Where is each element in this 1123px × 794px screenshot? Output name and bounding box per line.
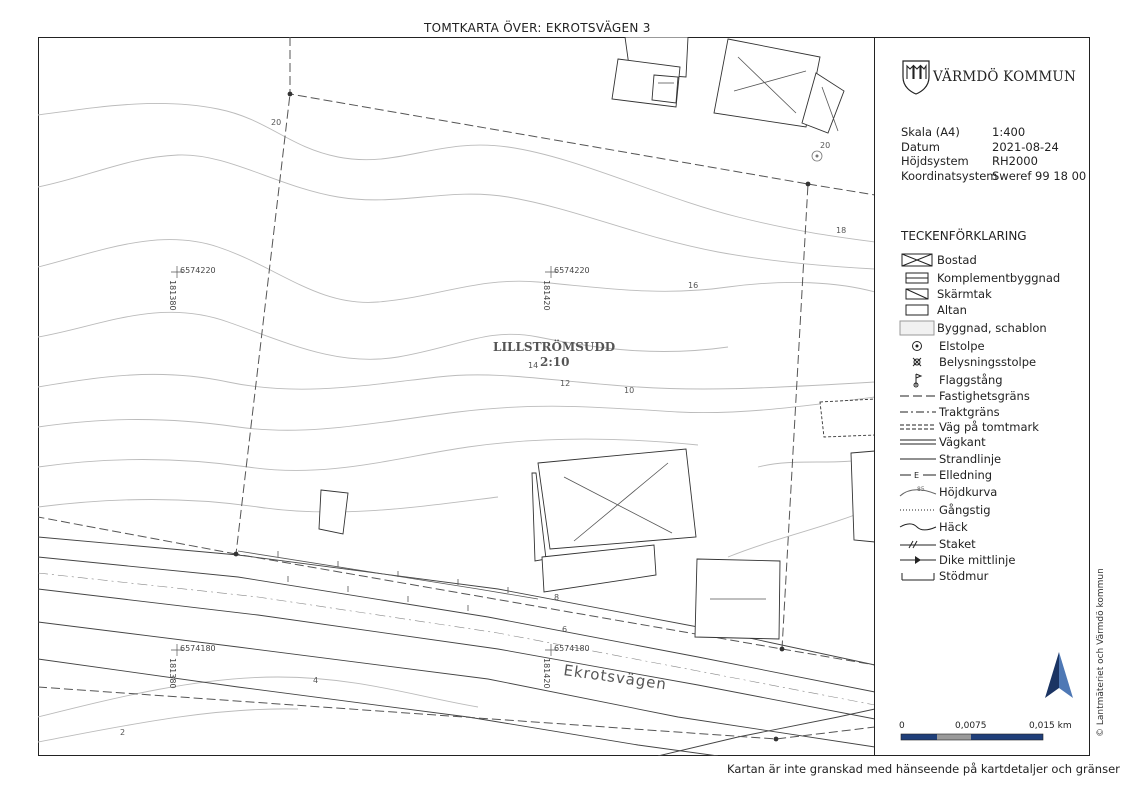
contour-label: 12 bbox=[560, 379, 571, 388]
legend-item bbox=[899, 434, 1089, 450]
copyright-credit: © Lantmäteriet och Värmdö kommun bbox=[1096, 568, 1106, 737]
legend-item bbox=[899, 372, 1089, 388]
vag-pa-tomtmark-icon bbox=[899, 419, 937, 435]
dike-mittlinje-icon bbox=[899, 552, 937, 568]
grid-north-label: 6574220 bbox=[554, 266, 590, 275]
legend-label: Skärmtak bbox=[937, 287, 992, 301]
contour-label: 4 bbox=[313, 676, 319, 685]
scale-label: 0,0075 bbox=[955, 721, 987, 731]
info-label: Skala (A4) bbox=[901, 125, 960, 139]
legend-label: Flaggstång bbox=[939, 373, 1003, 387]
altan-icon bbox=[899, 302, 937, 318]
hojdkurva-icon bbox=[899, 484, 937, 500]
legend-item bbox=[899, 338, 1089, 354]
side-panel bbox=[874, 37, 1090, 756]
contour-label: 14 bbox=[528, 361, 539, 370]
elledning-marker: E bbox=[914, 471, 920, 480]
elledning-icon bbox=[899, 467, 937, 483]
legend-item bbox=[899, 320, 1089, 336]
legend-item bbox=[899, 404, 1089, 420]
legend-label: Komplementbyggnad bbox=[937, 271, 1061, 285]
legend-label: Häck bbox=[939, 520, 968, 534]
legend-item bbox=[899, 536, 1089, 552]
legend-label: Gångstig bbox=[939, 503, 991, 517]
scale-bar-graphic bbox=[899, 733, 1079, 743]
info-value: RH2000 bbox=[992, 154, 1038, 168]
grid-north-label: 6574180 bbox=[180, 644, 216, 653]
contour-labels bbox=[120, 118, 846, 737]
legend-label: Byggnad, schablon bbox=[937, 321, 1047, 335]
legend-item bbox=[899, 419, 1089, 435]
belysningsstolpe-icon bbox=[899, 354, 937, 370]
scale-label: 0,015 km bbox=[1029, 721, 1072, 731]
info-label: Koordinatsystem bbox=[901, 168, 998, 183]
grid-east-label: 181420 bbox=[542, 280, 551, 311]
contour-label: 18 bbox=[836, 226, 847, 235]
legend-label: Belysningsstolpe bbox=[939, 355, 1037, 369]
legend-label: Dike mittlinje bbox=[939, 553, 1016, 567]
byggnad-schablon-icon bbox=[899, 320, 937, 336]
retaining-wall bbox=[238, 551, 538, 611]
komplementbyggnad-icon bbox=[899, 270, 937, 286]
legend-item bbox=[899, 484, 1089, 500]
legend-label: Altan bbox=[937, 303, 967, 317]
staket-icon bbox=[899, 536, 937, 552]
strandlinje-icon bbox=[899, 451, 937, 467]
info-value: 1:400 bbox=[992, 125, 1026, 139]
legend-item bbox=[899, 502, 1089, 518]
traktgrans-icon bbox=[899, 404, 937, 420]
legend-item bbox=[899, 451, 1089, 467]
grid-coordinates bbox=[168, 266, 590, 689]
disclaimer-text: Kartan är inte granskad med hänseende på kartdetaljer och gränser bbox=[727, 762, 1120, 776]
legend-item bbox=[899, 388, 1089, 404]
legend-label: Elstolpe bbox=[939, 339, 985, 353]
legend-item bbox=[899, 252, 1089, 268]
grid-east-label: 181420 bbox=[542, 658, 551, 689]
vagkant-icon bbox=[899, 434, 937, 450]
flaggstang-icon bbox=[899, 372, 937, 388]
elstolpe-icon bbox=[899, 338, 937, 354]
contour-label: 20 bbox=[820, 141, 831, 150]
legend-item bbox=[899, 302, 1089, 318]
stodmur-icon bbox=[899, 568, 937, 584]
north-arrow-icon bbox=[1041, 650, 1077, 700]
gangstig-icon bbox=[899, 502, 937, 518]
page-title: TOMTKARTA ÖVER: EKROTSVÄGEN 3 bbox=[424, 21, 651, 35]
legend-item bbox=[899, 552, 1089, 568]
contour-label: 10 bbox=[624, 386, 635, 395]
legend-item bbox=[899, 568, 1089, 584]
legend-label: Fastighetsgräns bbox=[939, 389, 1030, 403]
info-value: Sweref 99 18 00 bbox=[992, 168, 1087, 183]
legend-item bbox=[899, 286, 1089, 302]
road-name: Ekrotsvägen bbox=[562, 661, 669, 694]
scale-label: 0 bbox=[899, 721, 905, 731]
legend-label: Höjdkurva bbox=[939, 485, 998, 499]
contour-label: 20 bbox=[271, 118, 282, 127]
buildings bbox=[319, 37, 875, 639]
legend-item bbox=[899, 519, 1089, 535]
scale-bar bbox=[899, 721, 1079, 745]
parcel-name: LILLSTRÖMSUDD bbox=[493, 340, 616, 354]
hojdkurva-sample: 85 bbox=[917, 486, 925, 493]
legend-label: Vägkant bbox=[939, 435, 986, 449]
grid-east-label: 181380 bbox=[168, 280, 177, 311]
legend-item bbox=[899, 354, 1089, 370]
legend-label: Strandlinje bbox=[939, 452, 1002, 466]
contour-label: 6 bbox=[562, 625, 568, 634]
parcel-number: 2:10 bbox=[540, 355, 570, 369]
info-label: Datum bbox=[901, 139, 940, 154]
contour-lines bbox=[38, 103, 875, 742]
legend-item bbox=[899, 270, 1089, 286]
varmdo-coat-of-arms-icon bbox=[901, 59, 931, 95]
legend-label: Bostad bbox=[937, 253, 977, 267]
contour-label: 2 bbox=[120, 728, 126, 737]
info-value: 2021-08-24 bbox=[992, 139, 1059, 154]
map-drawing[interactable] bbox=[38, 37, 875, 756]
skarmtak-icon bbox=[899, 286, 937, 302]
grid-north-label: 6574180 bbox=[554, 644, 590, 653]
map-canvas[interactable] bbox=[38, 37, 875, 756]
legend-title: TECKENFÖRKLARING bbox=[901, 229, 1027, 243]
bostad-icon bbox=[899, 252, 937, 268]
legend-label: Staket bbox=[939, 537, 976, 551]
legend-label: Elledning bbox=[939, 468, 993, 482]
grid-north-label: 6574220 bbox=[180, 266, 216, 275]
legend-label: Traktgräns bbox=[939, 405, 1000, 419]
pole-symbol bbox=[812, 151, 822, 161]
info-label: Höjdsystem bbox=[901, 154, 969, 168]
organization-name: VÄRMDÖ KOMMUN bbox=[933, 69, 1076, 85]
fastighetsgrans-icon bbox=[899, 388, 937, 404]
grid-east-label: 181380 bbox=[168, 658, 177, 689]
contour-label: 16 bbox=[688, 281, 699, 290]
legend-item bbox=[899, 467, 1089, 483]
boundary-points bbox=[234, 92, 811, 742]
hack-icon bbox=[899, 519, 937, 535]
contour-label: 8 bbox=[554, 593, 560, 602]
legend-label: Väg på tomtmark bbox=[939, 420, 1039, 434]
legend-label: Stödmur bbox=[939, 569, 989, 583]
